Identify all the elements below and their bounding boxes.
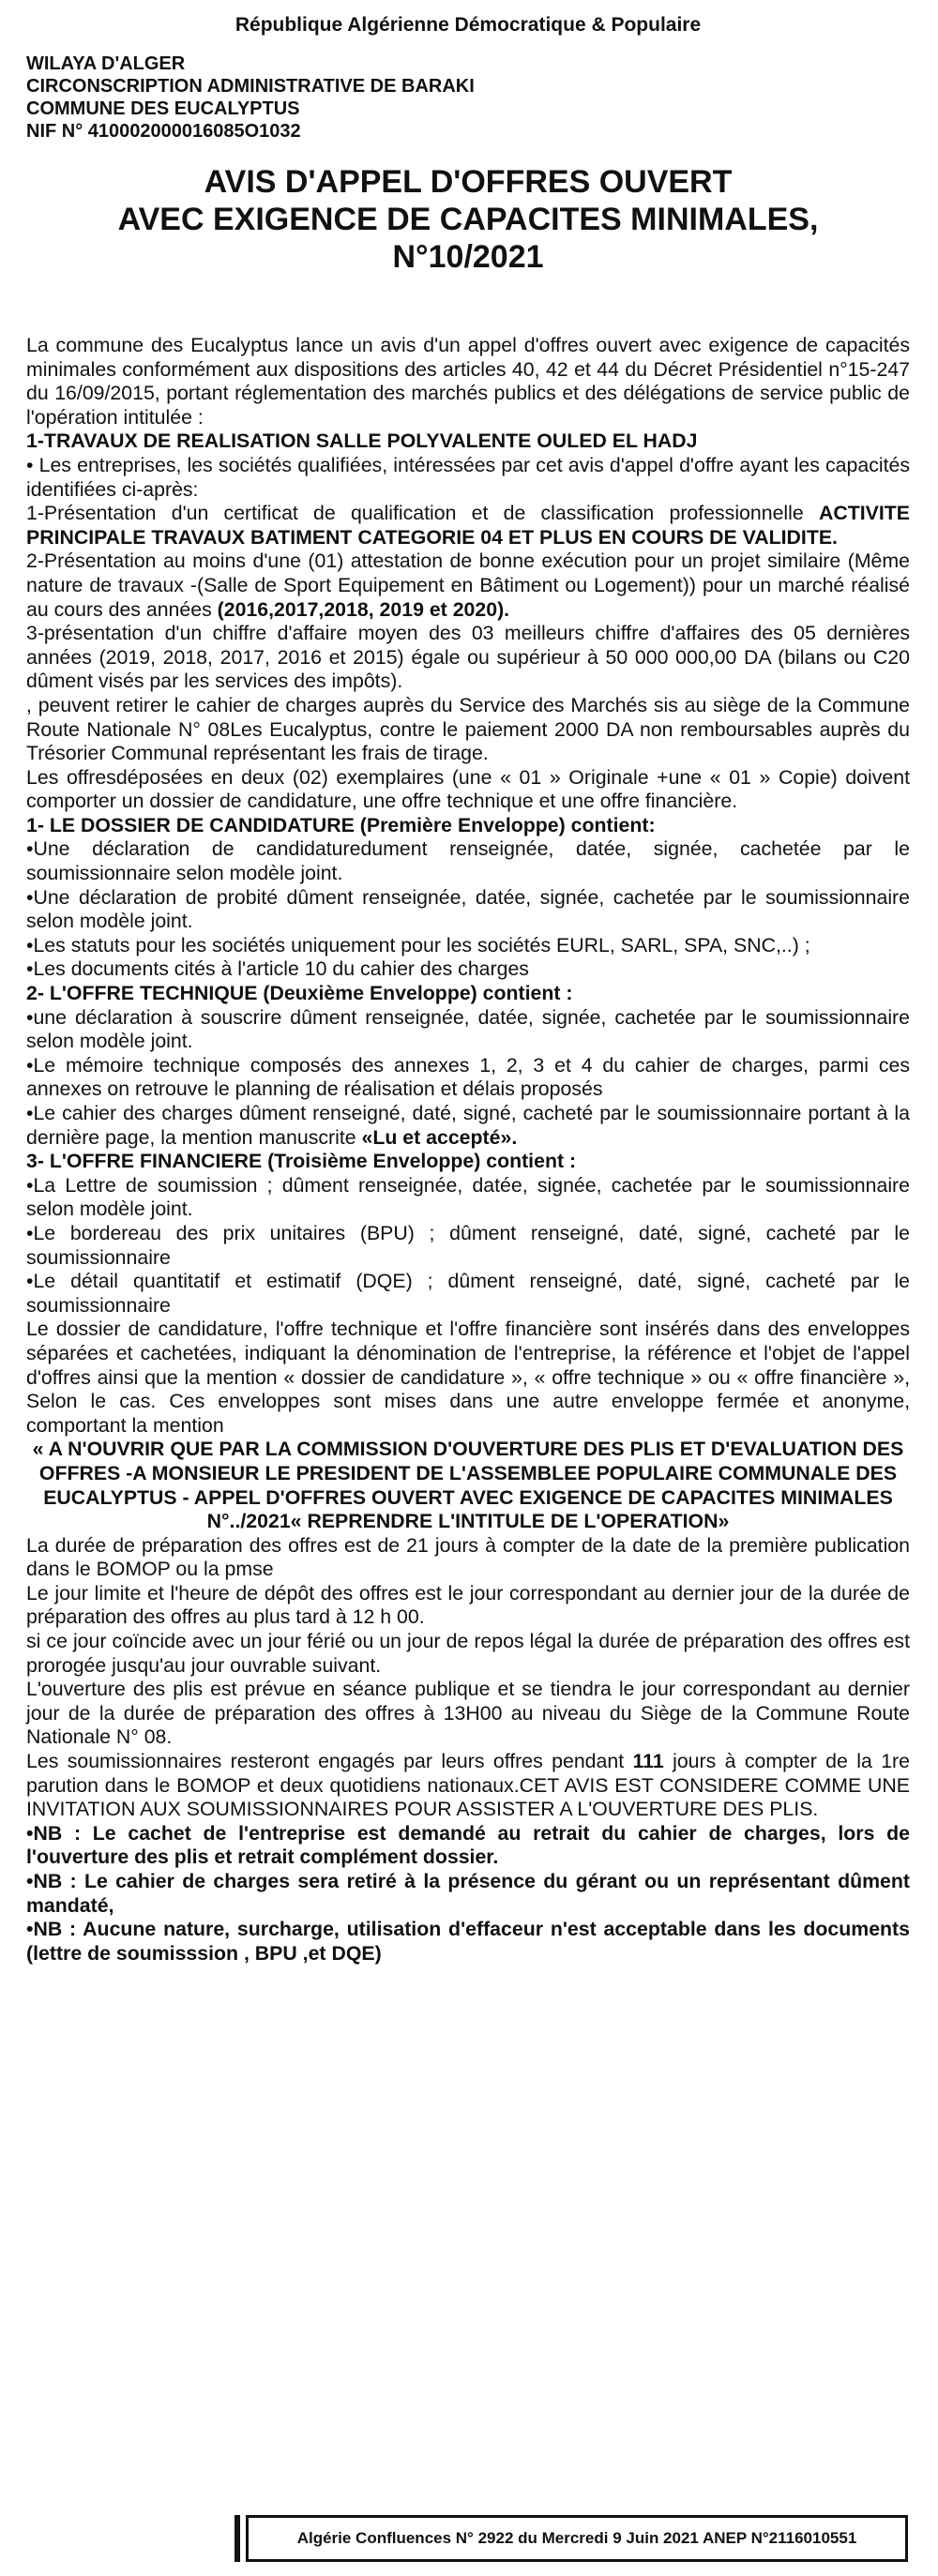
requirement-1 (26, 502, 910, 550)
requirement-2-text: 2-Présentation au moins d'une (01) attestation de bonne exécution pour un projet similaire (Même nature de travaux -(Salle de Sport Equipement en Bâtiment ou Logement)) pour un marché réalisé au cours des années (26, 550, 910, 621)
nb-note-3: •NB : Aucune nature, surcharge, utilisation d'effaceur n'est acceptable dans les documents (lettre de soumisssion , BPU ,et DQE) (26, 1918, 910, 1965)
intro-paragraph: La commune des Eucalyptus lance un avis d'un appel d'offres ouvert avec exigence de capacités minimales conformément aux dispositions des articles 40, 42 et 44 du Décret Présidentiel n°15-247 du 16/09/2015, portant réglementation des marchés publics et des délégations de service public de l'opération intitulée : (26, 334, 910, 429)
lu-et-accepte-mention: «Lu et accepté». (361, 1125, 518, 1149)
title-line-2: AVEC EXIGENCE DE CAPACITES MINIMALES, (117, 202, 819, 237)
operation-title: 1-TRAVAUX DE REALISATION SALLE POLYVALENTE OULED EL HADJ (26, 429, 698, 453)
requirement-1-bold: ACTIVITE PRINCIPALE TRAVAUX BATIMENT CATEGORIE 04 ET PLUS EN COURS DE VALIDITE. (26, 502, 910, 549)
circonscription-line: CIRCONSCRIPTION ADMINISTRATIVE DE BARAKI (26, 76, 475, 97)
commitment-text-end: jours à compter de la 1re parution dans le BOMOP et deux quotidiens nationaux.CET AVIS EST CONSIDERE COMME UNE INVITATION AUX SOUMISSIONNAIRES POUR ASSISTER A L'OUVERTURE DES PLIS. (26, 1750, 910, 1821)
requirement-2-bold: (2016,2017,2018, 2019 et 2020). (217, 597, 510, 621)
requirement-2 (26, 550, 910, 622)
section-1-item: •Les statuts pour les sociétés uniquement pour les sociétés EURL, SARL, SPA, SNC,..) ; (26, 933, 810, 957)
section-1-heading: 1- LE DOSSIER DE CANDIDATURE (Première Enveloppe) contient: (26, 813, 656, 836)
section-3-item: •La Lettre de soumission ; dûment renseignée, datée, signée, cachetée par le soumissionnaire selon modèle joint. (26, 1173, 910, 1221)
section-3-heading: 3- L'OFFRE FINANCIERE (Troisième Enveloppe) contient : (26, 1150, 577, 1173)
section-1-item: •Une déclaration de probité dûment renseignée, datée, signée, cachetée par le soumissionnaire selon modèle joint. (26, 885, 910, 933)
title-line-3: N°10/2021 (392, 239, 544, 275)
section-1-item: •Une déclaration de candidaturedument renseignée, datée, signée, cachetée par le soumissionnaire selon modèle joint. (26, 837, 910, 885)
section-2-item: •Le mémoire technique composés des annexes 1, 2, 3 et 4 du cahier de charges, parmi ces annexes on retrouve le planning de réalisation et délais proposés (26, 1053, 910, 1101)
nb-note-2: •NB : Le cahier de charges sera retiré à la présence du gérant ou un représentant dûment mandaté, (26, 1870, 910, 1917)
qualified-companies-paragraph: • Les entreprises, les sociétés qualifiées, intéressées par cet avis d'appel d'offre ayant les capacités identifiées ci-après: (26, 453, 910, 501)
section-2-item (26, 1102, 910, 1150)
withdrawal-paragraph: , peuvent retirer le cahier de charges auprès du Service des Marchés sis au siège de la Commune Route Nationale N° 08Les Eucalyptus, contre le paiement 2000 DA non remboursables auprès du Trésorier Communal représentant les frais de tirage. (26, 693, 910, 765)
commitment-text: Les soumissionnaires resteront engagés par leurs offres pendant (26, 1750, 633, 1773)
commitment-days: 111 (632, 1750, 664, 1773)
tender-notice (26, 13, 910, 1966)
publication-footer: Algérie Confluences N° 2922 du Mercredi 9 Juin 2021 ANEP N°2116010551 (246, 2515, 908, 2562)
nb-note-1: •NB : Le cachet de l'entreprise est demandé au retrait du cahier de charges, lors de l'ouverture des plis et retrait complément dossier. (26, 1821, 910, 1869)
section-2-heading: 2- L'OFFRE TECHNIQUE (Deuxième Enveloppe) contient : (26, 982, 573, 1005)
footer-bar (234, 2515, 240, 2562)
notice-body (26, 334, 910, 1966)
commune-line: COMMUNE DES EUCALYPTUS (26, 98, 300, 119)
title-line-1: AVIS D'APPEL D'OFFRES OUVERT (204, 164, 733, 200)
requirement-1-text: 1-Présentation d'un certificat de qualification et de classification professionnelle (26, 502, 819, 525)
envelopes-paragraph: Le dossier de candidature, l'offre technique et l'offre financière sont insérés dans des enveloppes séparées et cachetées, indiquant la dénomination de l'entreprise, la référence et l'objet de l'appel d'offres ainsi que la mention « dossier de candidature », « offre technique » ou « offre financière », Selon le cas. Ces enveloppes sont mises dans une autre enveloppe fermée et anonyme, comportant la mention (26, 1318, 910, 1437)
holiday-paragraph: si ce jour coïncide avec un jour férié ou un jour de repos légal la durée de préparation des offres est prorogée jusqu'au jour ouvrable suivant. (26, 1630, 910, 1677)
section-3-item: •Le détail quantitatif et estimatif (DQE) ; dûment renseigné, daté, signé, cacheté par le soumissionnaire (26, 1270, 910, 1317)
section-2-item: •une déclaration à souscrire dûment renseignée, datée, signée, cachetée par le soumissionnaire selon modèle joint. (26, 1005, 910, 1053)
opening-paragraph: L'ouverture des plis est prévue en séance publique et se tiendra le jour correspondant au dernier jour de la durée de préparation des offres à 13H00 au niveau du Siège de la Commune Route Nationale N° 08. (26, 1678, 910, 1749)
wilaya-line: WILAYA D'ALGER (26, 53, 186, 74)
section-1-item: •Les documents cités à l'article 10 du cahier des charges (26, 957, 529, 981)
envelope-mention: « A N'OUVRIR QUE PAR LA COMMISSION D'OUVERTURE DES PLIS ET D'EVALUATION DES OFFRES -A MONSIEUR LE PRESIDENT DE L'ASSEMBLEE POPULAIRE COMMUNALE DES EUCALYPTUS - APPEL D'OFFRES OUVERT AVEC EXIGENCE DE CAPACITES MINIMALES N°../2021« REPRENDRE L'INTITULE DE L'OPERATION» (32, 1438, 904, 1533)
commitment-paragraph (26, 1750, 910, 1822)
notice-title (26, 163, 910, 276)
section-2-item-text: •Le cahier des charges dûment renseigné, daté, signé, cacheté par le soumissionnaire portant à la dernière page, la mention manuscrite (26, 1102, 910, 1149)
republic-heading: République Algérienne Démocratique & Populaire (234, 14, 702, 36)
offers-paragraph: Les offresdéposées en deux (02) exemplaires (une « 01 » Originale +une « 01 » Copie) doivent comporter un dossier de candidature, une offre technique et une offre financière. (26, 765, 910, 813)
section-3-item: •Le bordereau des prix unitaires (BPU) ; dûment renseigné, daté, signé, cacheté par le soumissionnaire (26, 1221, 910, 1269)
deadline-paragraph: Le jour limite et l'heure de dépôt des offres est le jour correspondant au dernier jour de la durée de préparation des offres au plus tard à 12 h 00. (26, 1581, 910, 1629)
preparation-duration-paragraph: La durée de préparation des offres est de 21 jours à compter de la date de la première publication dans le BOMOP ou la pmse (26, 1533, 910, 1581)
requirement-3: 3-présentation d'un chiffre d'affaire moyen des 03 meilleurs chiffre d'affaires des 05 dernières années (2019, 2018, 2017, 2016 et 2015) égale ou supérieur à 50 000 000,00 DA (bilans ou C20 dûment visés par les services des impôts). (26, 622, 910, 693)
nif-line: NIF N° 410002000016085O1032 (26, 121, 301, 142)
